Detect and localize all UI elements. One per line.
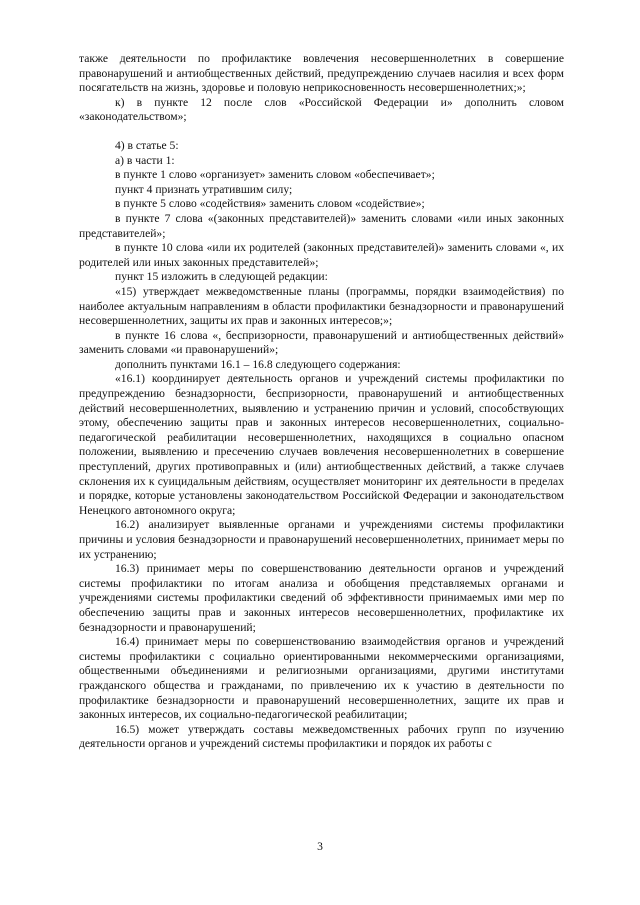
paragraph: в пункте 10 слова «или их родителей (законных представителей)» заменить словами «, их родителей или иных законных представителей»;: [79, 241, 564, 269]
page-number: 3: [317, 840, 323, 853]
paragraph: пункт 15 изложить в следующей редакции:: [115, 270, 328, 284]
paragraph: также деятельности по профилактике вовлечения несовершеннолетних в совершение правонарушений и антиобщественных действий, предупреждению случаев насилия и всех форм посягательств на жизнь, здоровье и половую неприкосновенность несовершеннолетних;»;: [79, 52, 564, 95]
paragraph: пункт 4 признать утратившим силу;: [115, 182, 293, 196]
paragraph: в пункте 1 слово «организует» заменить словом «обеспечивает»;: [115, 168, 435, 182]
paragraph: дополнить пунктами 16.1 – 16.8 следующего содержания:: [115, 357, 401, 371]
paragraph-spacer: [79, 125, 564, 139]
paragraph: в пункте 16 слова «, беспризорности, правонарушений и антиобщественных действий» заменить словами «и правонарушений»;: [79, 328, 564, 357]
paragraph: в пункте 5 слово «содействия» заменить словом «содействие»;: [115, 197, 425, 211]
paragraph: к) в пункте 12 после слов «Российской Федерации и» дополнить словом «законодательством»;: [79, 95, 564, 124]
document-body: [79, 52, 564, 752]
paragraph: а) в части 1:: [115, 153, 175, 167]
paragraph: 16.4) принимает меры по совершенствованию взаимодействия органов и учреждений системы профилактики с социально ориентированными некоммерческими организациями, общественными объединениями и религиозными организациями, другими институтами гражданского общества и гражданами, по привлечению их к участию в деятельности по профилактике безнадзорности и правонарушений несовершеннолетних, защите их прав и законных интересов, их социально-педагогической реабилитации;: [79, 635, 564, 722]
paragraph: «15) утверждает межведомственные планы (программы, порядки взаимодействия) по наиболее актуальным направлениям в области профилактики безнадзорности и правонарушений несовершеннолетних, защиты их прав и законных интересов;»;: [79, 284, 564, 328]
paragraph: в пункте 7 слова «(законных представителей)» заменить словами «или иных законных представителей»;: [79, 211, 564, 240]
paragraph: «16.1) координирует деятельность органов и учреждений системы профилактики по предупреждению безнадзорности, беспризорности, правонарушений и антиобщественных действий несовершеннолетних, выявлению и устранению причин и условий, способствующих этому, обеспечению защиты прав и законных интересов несовершеннолетних, социально-педагогической реабилитации несовершеннолетних, находящихся в социально опасном положении, выявлению и пресечению случаев вовлечения несовершеннолетних в совершение преступлений, других противоправных и (или) антиобщественных действий, а также случаев склонения их к суицидальным действиям, осуществляет мониторинг их деятельности в пределах и порядке, которые установлены законодательством Российской Федерации и законодательством Ненецкого автономного округа;: [79, 372, 564, 517]
paragraph: 16.3) принимает меры по совершенствованию деятельности органов и учреждений системы профилактики по итогам анализа и обобщения представляемых органами и учреждениями системы профилактики сведений об эффективности принимаемых ими мер по обеспечению защиты прав и законных интересов несовершеннолетних, профилактике их безнадзорности и правонарушений;: [79, 562, 564, 634]
paragraph: 16.2) анализирует выявленные органами и учреждениями системы профилактики причины и условия безнадзорности и правонарушений несовершеннолетних, принимает меры по их устранению;: [79, 518, 564, 561]
paragraph: 16.5) может утверждать составы межведомственных рабочих групп по изучению деятельности органов и учреждений системы профилактики и порядок их работы с: [79, 722, 564, 751]
paragraph: 4) в статье 5:: [115, 138, 179, 152]
